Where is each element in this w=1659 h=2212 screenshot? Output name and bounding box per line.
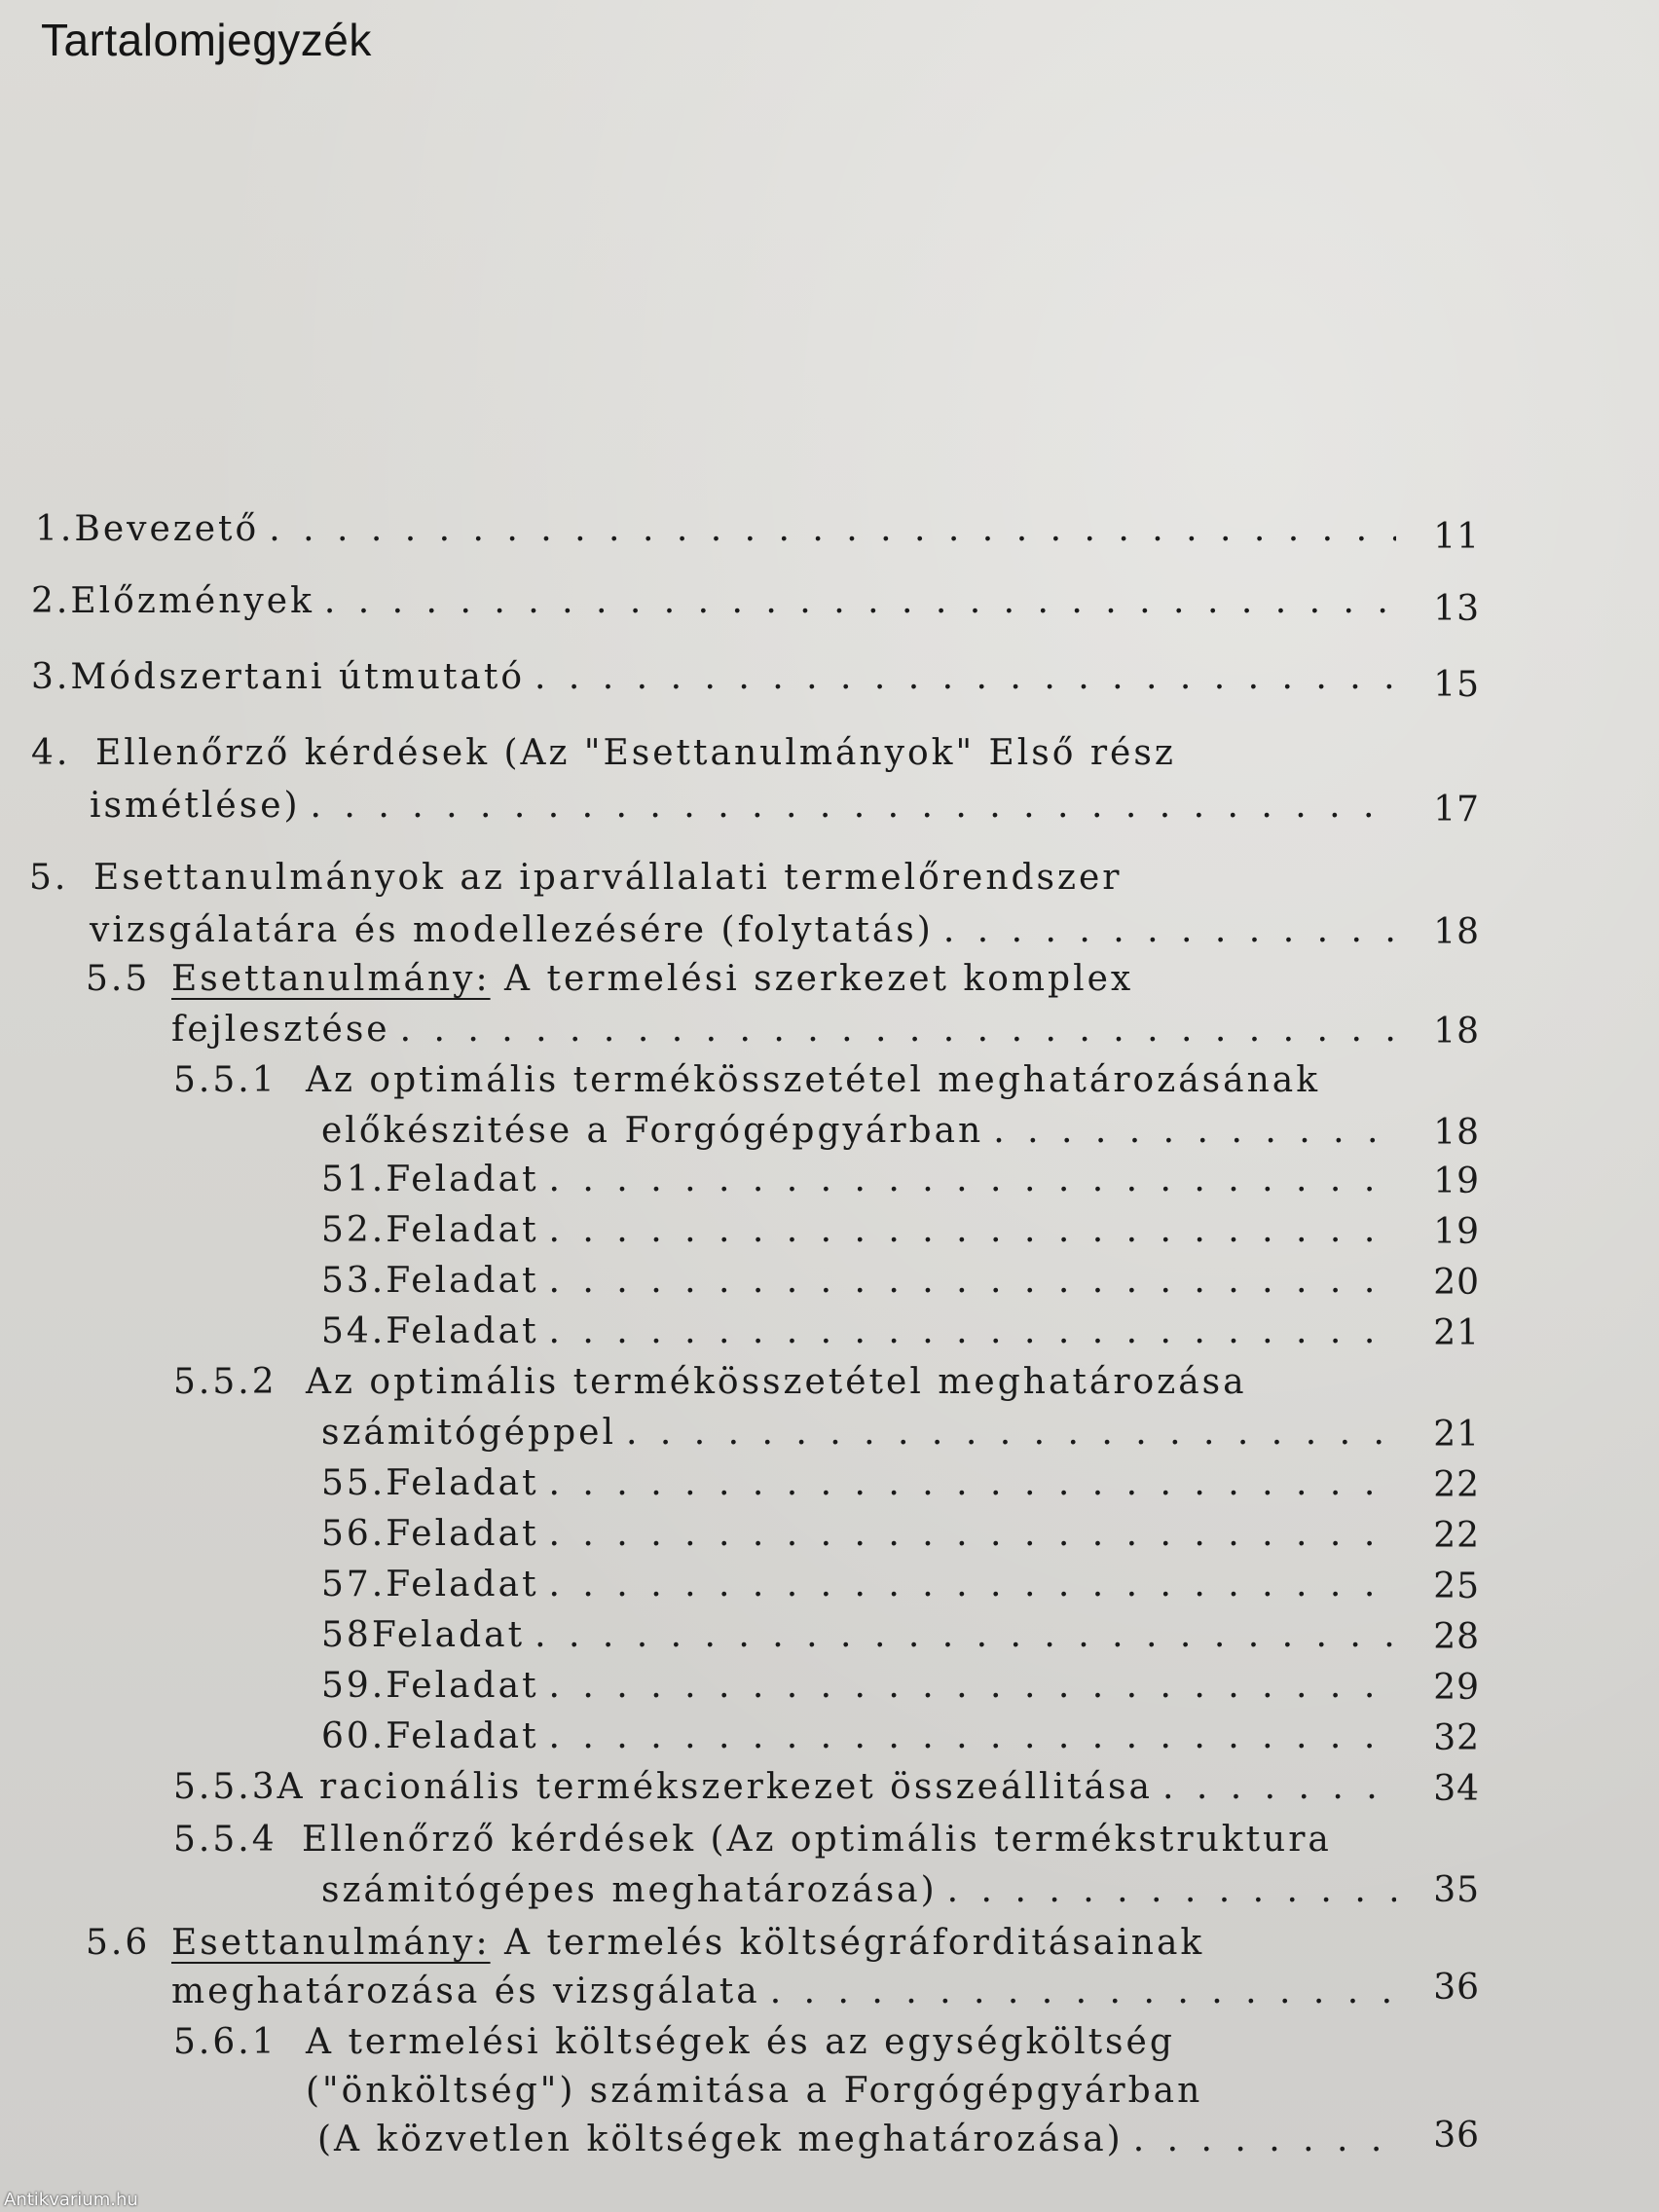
entry-title: Esettanulmányok az iparvállalati termelőrendszer <box>93 858 1123 898</box>
dot-leader <box>549 1258 1396 1305</box>
page-number: 29 <box>1433 1668 1480 1708</box>
dot-leader <box>549 1663 1396 1710</box>
entry-number: 4. <box>31 733 71 773</box>
entry-title: Előzmények <box>70 581 314 621</box>
page-number: 32 <box>1433 1718 1480 1758</box>
entry-title: Bevezető <box>74 509 260 549</box>
dot-leader <box>549 1157 1396 1203</box>
page-number: 35 <box>1433 1870 1480 1910</box>
entry-number: 2. <box>31 581 71 621</box>
dot-leader <box>269 506 1396 553</box>
page-number: 11 <box>1433 517 1480 557</box>
page-number: 36 <box>1433 2116 1480 2156</box>
dot-leader <box>400 1007 1396 1053</box>
page-number: 21 <box>1433 1313 1480 1353</box>
entry-number: 57. <box>321 1565 387 1604</box>
entry-number: 5.5.2 <box>173 1362 277 1402</box>
toc-entry <box>173 1057 1320 1104</box>
dot-leader <box>1133 2117 1396 2163</box>
entry-title: Feladat <box>386 1716 539 1756</box>
entry-number: 56. <box>321 1514 387 1554</box>
toc-entry <box>29 855 1123 902</box>
toc-entry <box>321 1460 1402 1507</box>
entry-number: 5. <box>29 858 69 898</box>
toc-entry-continuation <box>321 1108 1402 1155</box>
page-number: 17 <box>1433 790 1480 830</box>
entry-title: A termelési szerkezet komplex <box>504 959 1134 999</box>
entry-title: Ellenőrző kérdések (Az optimális termékstruktura <box>302 1820 1332 1860</box>
entry-title-cont: fejlesztése <box>171 1010 390 1050</box>
entry-number: 1. <box>35 509 75 549</box>
toc-entry <box>86 956 1133 1003</box>
dot-leader <box>535 654 1396 701</box>
entry-number: 59. <box>321 1666 387 1706</box>
dot-leader <box>549 1460 1396 1507</box>
toc-entry <box>31 578 1402 625</box>
entry-title: Feladat <box>386 1666 539 1706</box>
toc-entry-continuation <box>321 1867 1402 1914</box>
toc-entry <box>321 1612 1402 1659</box>
toc-entry <box>31 730 1176 777</box>
toc-entry <box>321 1207 1402 1254</box>
page-title: Tartalomjegyzék <box>41 15 372 65</box>
entry-title-cont: vizsgálatára és modellezésére (folytatás) <box>90 910 934 950</box>
entry-number: 5.6 <box>86 1923 151 1963</box>
entry-title: Feladat <box>386 1565 539 1604</box>
entry-title: Feladat <box>371 1615 526 1655</box>
toc-entry <box>31 654 1402 701</box>
entry-title: Feladat <box>386 1311 539 1351</box>
entry-title: A termelés költségráforditásainak <box>504 1923 1205 1963</box>
page-number: 15 <box>1433 665 1480 705</box>
toc-entry <box>35 506 1402 553</box>
dot-leader <box>770 1969 1396 2015</box>
page-number: 36 <box>1433 1968 1480 2008</box>
toc-entry <box>321 1562 1402 1608</box>
entry-title: Feladat <box>386 1210 539 1250</box>
page-number: 34 <box>1433 1769 1480 1809</box>
entry-title: Feladat <box>386 1160 539 1199</box>
toc-entry <box>173 1359 1247 1406</box>
page-number: 18 <box>1433 1113 1480 1153</box>
dot-leader <box>549 1511 1396 1558</box>
toc-entry <box>321 1714 1402 1760</box>
page-number: 19 <box>1433 1161 1480 1201</box>
entry-title-cont: számitógépes meghatározása) <box>321 1870 938 1910</box>
dot-leader <box>1162 1764 1396 1811</box>
entry-title-cont: ("önköltség") számitása a Forgógépgyárban <box>306 2071 1203 2111</box>
page-number: 21 <box>1433 1415 1480 1455</box>
entry-number: 5.5 <box>86 959 151 999</box>
page-number: 28 <box>1433 1617 1480 1657</box>
toc-entry <box>86 1920 1204 1967</box>
page-number: 13 <box>1433 589 1480 629</box>
entry-number: 53. <box>321 1261 387 1301</box>
entry-number: 5.5.1 <box>173 1060 277 1100</box>
dot-leader <box>626 1410 1396 1456</box>
entry-number: 51. <box>321 1160 387 1199</box>
dot-leader <box>549 1207 1396 1254</box>
page-number: 25 <box>1433 1567 1480 1606</box>
entry-number: 5.5.3 <box>173 1767 277 1807</box>
entry-number: 54. <box>321 1311 387 1351</box>
entry-number: 5.5.4 <box>173 1820 277 1860</box>
entry-title: Feladat <box>386 1514 539 1554</box>
toc-entry <box>321 1511 1402 1558</box>
toc-entry <box>173 1817 1332 1863</box>
toc-entry <box>321 1157 1402 1203</box>
entry-title-cont: előkészitése a Forgógépgyárban <box>321 1111 984 1151</box>
entry-title-cont2: (A közvetlen költségek meghatározása) <box>317 2120 1124 2159</box>
toc-entry <box>173 1764 1402 1811</box>
dot-leader <box>324 578 1396 625</box>
toc-entry-continuation <box>171 1007 1402 1053</box>
entry-number: 5.6.1 <box>173 2022 277 2062</box>
page-number: 19 <box>1433 1212 1480 1252</box>
dot-leader <box>311 783 1396 830</box>
entry-title: A racionális termékszerkezet összeállitása <box>276 1767 1153 1807</box>
entry-title: A termelési költségek és az egységköltség <box>306 2022 1175 2062</box>
dot-leader <box>549 1309 1396 1355</box>
dot-leader <box>943 907 1396 954</box>
entry-number: 3. <box>31 657 71 697</box>
entry-title: Az optimális termékösszetétel meghatározásának <box>306 1060 1321 1100</box>
toc-entry-continuation <box>306 2068 1202 2115</box>
entry-number: 52. <box>321 1210 387 1250</box>
entry-title: Az optimális termékösszetétel meghatározása <box>306 1362 1247 1402</box>
toc-entry <box>321 1258 1402 1305</box>
toc-entry <box>173 2019 1175 2066</box>
dot-leader <box>535 1612 1396 1659</box>
toc-entry <box>321 1663 1402 1710</box>
page-number: 18 <box>1433 912 1480 952</box>
page-number: 22 <box>1433 1465 1480 1505</box>
entry-title-cont: számitógéppel <box>321 1413 616 1453</box>
toc-entry-continuation <box>317 2117 1402 2163</box>
toc-entry <box>321 1309 1402 1355</box>
entry-title: Feladat <box>386 1261 539 1301</box>
entry-number: 60. <box>321 1716 387 1756</box>
dot-leader <box>549 1562 1396 1608</box>
entry-title: Módszertani útmutató <box>70 657 526 697</box>
dot-leader <box>947 1867 1396 1914</box>
entry-title: Feladat <box>386 1463 539 1503</box>
entry-title-cont: meghatározása és vizsgálata <box>171 1972 760 2011</box>
toc-entry-continuation <box>321 1410 1402 1456</box>
page-number: 22 <box>1433 1516 1480 1556</box>
dot-leader <box>993 1108 1396 1155</box>
entry-title: Ellenőrző kérdések (Az "Esettanulmányok" Első rész <box>95 733 1176 773</box>
toc-entry-continuation <box>171 1969 1402 2015</box>
entry-number: 55. <box>321 1463 387 1503</box>
toc-entry-continuation <box>90 783 1402 830</box>
case-study-label: Esettanulmány: <box>171 959 491 999</box>
dot-leader <box>549 1714 1396 1760</box>
page-number: 20 <box>1433 1263 1480 1303</box>
entry-title-cont: ismétlése) <box>90 786 301 826</box>
entry-number: 58 <box>321 1615 372 1655</box>
case-study-label: Esettanulmány: <box>171 1923 491 1963</box>
page-number: 18 <box>1433 1012 1480 1051</box>
watermark: Antikvarium.hu <box>4 2190 138 2210</box>
toc-entry-continuation <box>90 907 1402 954</box>
